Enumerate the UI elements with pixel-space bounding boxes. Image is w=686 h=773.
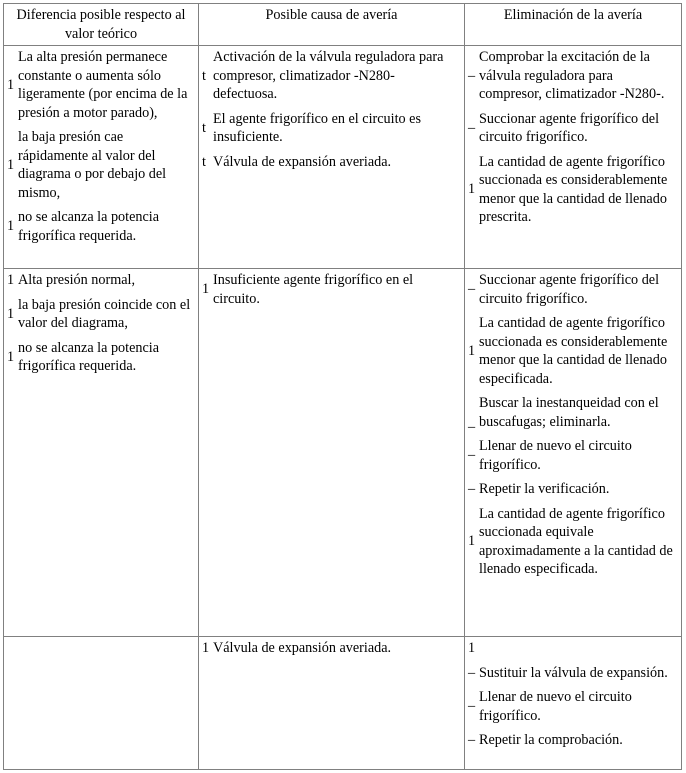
bullet: –: [468, 447, 476, 464]
list-item: [466, 437, 679, 474]
list-item: [466, 480, 679, 499]
remedy-cell: [465, 637, 682, 770]
item-text: Succionar agente frigorífico del circuito frigorífico.: [479, 110, 660, 145]
item-text: Buscar la inestanqueidad con el buscafugas; eliminarla.: [479, 395, 659, 430]
list-item: [200, 271, 462, 308]
bullet: –: [468, 698, 476, 715]
list-item: [466, 394, 679, 431]
cause-cell: [199, 637, 465, 770]
item-text: la baja presión coincide con el valor del diagrama,: [18, 296, 191, 331]
list-item: [5, 271, 196, 290]
header-difference: Diferencia posible respecto al valor teórico: [4, 4, 199, 46]
item-text: Insuficiente agente frigorífico en el circuito.: [213, 272, 414, 307]
bullet: –: [468, 732, 476, 748]
list-item: [466, 271, 679, 308]
list-item: [466, 314, 679, 388]
item-text: Repetir la verificación.: [479, 481, 610, 497]
list-item: [5, 48, 196, 122]
list-item: [200, 639, 462, 658]
bullet: t: [202, 153, 206, 170]
list-item: [466, 110, 679, 147]
bullet: –: [468, 67, 476, 84]
bullet: 1: [7, 305, 15, 322]
bullet: 1: [7, 348, 15, 365]
list-item: [466, 731, 679, 750]
table-row: [4, 637, 682, 770]
item-text: Válvula de expansión averiada.: [213, 153, 392, 170]
list-item: [5, 296, 196, 333]
bullet: 1: [468, 533, 476, 550]
bullet: –: [468, 281, 476, 298]
header-cause: Posible causa de avería: [199, 4, 465, 46]
item-text: no se alcanza la potencia frigorífica requerida.: [18, 339, 160, 374]
item-text: Succionar agente frigorífico del circuito frigorífico.: [479, 272, 660, 307]
remedy-cell: [465, 46, 682, 269]
header-remedy: Eliminación de la avería: [465, 4, 682, 46]
item-text: Llenar de nuevo el circuito frigorífico.: [479, 689, 632, 724]
list-item: [466, 505, 679, 579]
item-text: La cantidad de agente frigorífico succionada es considerablemente menor que la cantidad de llenado especificada.: [479, 315, 668, 387]
item-text: Comprobar la excitación de la válvula reguladora para compresor, climatizador -N280-.: [479, 49, 665, 102]
cause-cell: [199, 46, 465, 269]
list-item: [200, 153, 462, 172]
item-text: Llenar de nuevo el circuito frigorífico.: [479, 438, 632, 473]
bullet: –: [468, 119, 476, 136]
bullet: _: [468, 413, 476, 430]
item-text: La alta presión permanece constante o aumenta sólo ligeramente (por encima de la presión a motor parado),: [18, 49, 188, 121]
item-text: La cantidad de agente frigorífico succionada es considerablemente menor que la cantidad de llenado prescrita.: [479, 153, 668, 225]
difference-cell: [4, 269, 199, 637]
difference-cell: [4, 46, 199, 269]
list-item: [466, 688, 679, 725]
item-text: la baja presión cae rápidamente al valor del diagrama o por debajo del mismo,: [18, 129, 167, 201]
item-text: Alta presión normal,: [18, 272, 136, 288]
item-text: Activación de la válvula reguladora para compresor, climatizador -N280- defectuosa.: [213, 49, 444, 102]
bullet: 1: [202, 640, 210, 656]
table-row: [4, 46, 682, 269]
bullet: 1: [468, 342, 476, 359]
list-item: [466, 48, 679, 104]
bullet: 1: [7, 272, 15, 288]
item-text: El agente frigorífico en el circuito es insuficiente.: [213, 110, 421, 145]
bullet: 1: [7, 76, 15, 93]
item-text: Válvula de expansión averiada.: [213, 640, 392, 656]
list-item: [200, 48, 462, 104]
list-item: [200, 110, 462, 147]
item-text: Repetir la comprobación.: [479, 732, 623, 748]
item-text: Sustituir la válvula de expansión.: [479, 664, 668, 681]
list-item: [466, 664, 679, 683]
item-text: no se alcanza la potencia frigorífica requerida.: [18, 209, 160, 244]
bullet: 1: [468, 181, 476, 198]
cause-cell: [199, 269, 465, 637]
bullet: 1: [202, 281, 210, 298]
bullet: 1: [7, 156, 15, 173]
bullet: –: [468, 664, 476, 681]
list-item: [5, 208, 196, 245]
difference-cell: [4, 637, 199, 770]
troubleshooting-table: [3, 3, 682, 770]
bullet: 1: [7, 218, 15, 235]
bullet: t: [202, 67, 206, 84]
bullet: –: [468, 481, 476, 497]
bullet: 1: [468, 640, 476, 656]
remedy-cell: [465, 269, 682, 637]
bullet: t: [202, 119, 206, 136]
list-item: [5, 339, 196, 376]
header-row: [4, 4, 682, 46]
table-row: [4, 269, 682, 637]
item-text: La cantidad de agente frigorífico succionada equivale aproximadamente a la cantidad de llenado especificada.: [479, 505, 673, 577]
list-item: [5, 128, 196, 202]
list-item: [466, 153, 679, 227]
